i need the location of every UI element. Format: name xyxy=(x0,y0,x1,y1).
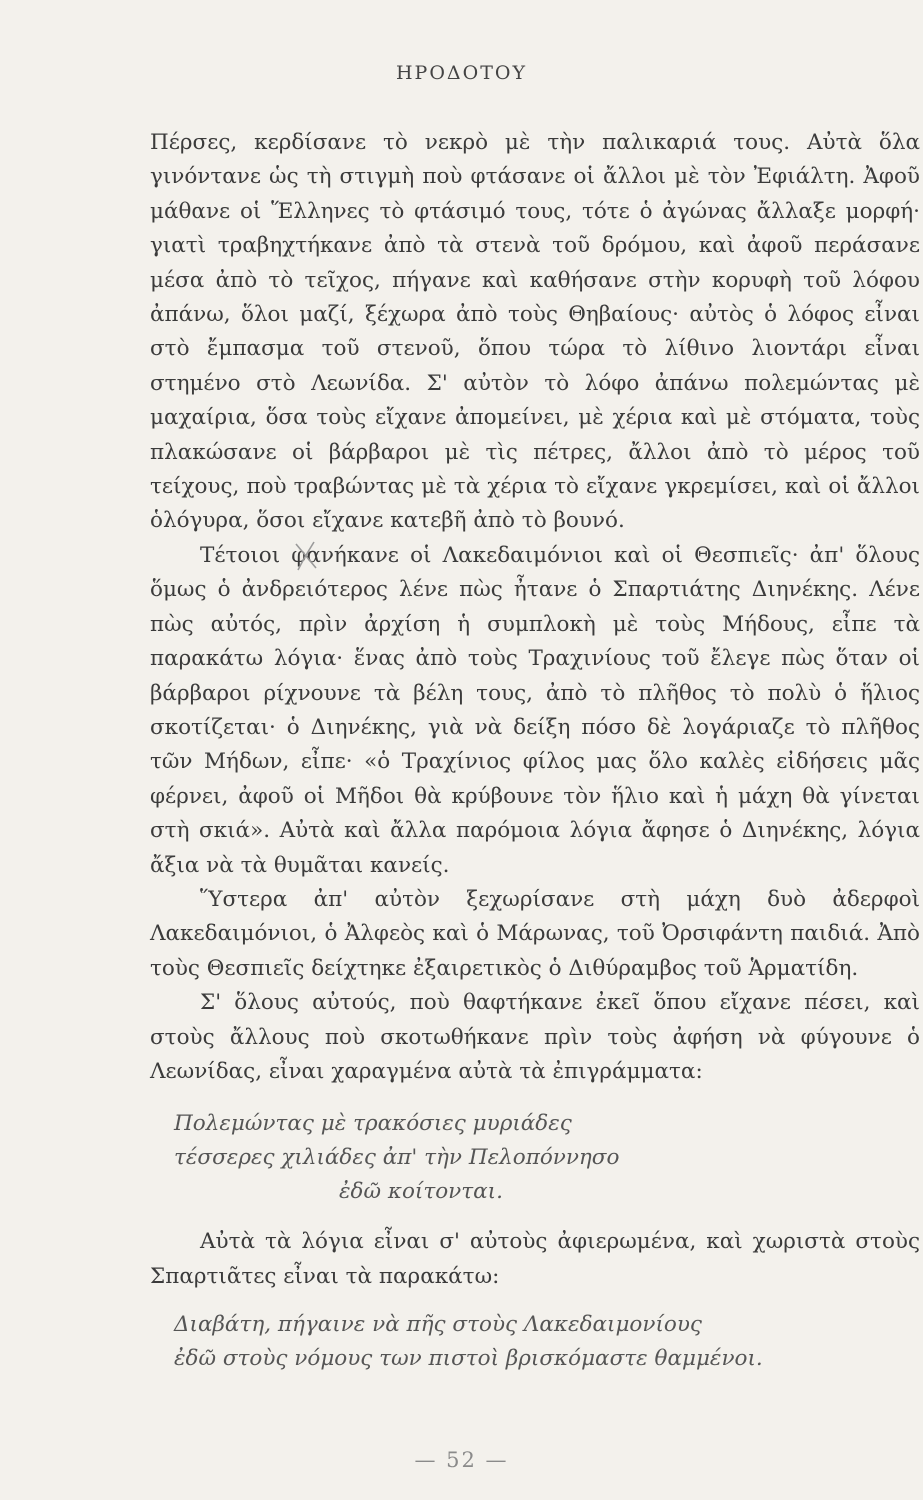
epigram-1 xyxy=(174,1107,920,1209)
page-number: — 52 — xyxy=(414,1448,509,1472)
main-text xyxy=(150,126,920,1376)
paragraph-1: Πέρσες, κερδίσανε τὸ νεκρὸ μὲ τὴν παλικαριά τους. Αὐτὰ ὅλα γινόντανε ὡς τὴ στιγμὴ ποὺ φτάσανε οἱ ἄλλοι μὲ τὸν Ἐφιάλτη. Ἀφοῦ μάθανε οἱ Ἕλληνες τὸ φτάσιμό τους, τότε ὁ ἀγώνας ἄλλαξε μορφή· γιατὶ τραβηχτήκανε ἀπὸ τὰ στενὰ τοῦ δρόμου, καὶ ἀφοῦ περάσανε μέσα ἀπὸ τὸ τεῖχος, πήγανε καὶ καθήσανε στὴν κορυφὴ τοῦ λόφου ἀπάνω, ὅλοι μαζί, ξέχωρα ἀπὸ τοὺς Θηβαίους· αὐτὸς ὁ λόφος εἶναι στὸ ἔμπασμα τοῦ στενοῦ, ὅπου τώρα τὸ λίθινο λιοντάρι εἶναι στημένο στὸ Λεωνίδα. Σ' αὐτὸν τὸ λόφο ἀπάνω πολεμώντας μὲ μαχαίρια, ὅσα τοὺς εἴχανε ἀπομείνει, μὲ χέρια καὶ μὲ στόματα, τοὺς πλακώσανε οἱ βάρβαροι μὲ τὶς πέτρες, ἄλλοι ἀπὸ τὸ μέρος τοῦ τείχους, ποὺ τραβώντας μὲ τὰ χέρια τὸ εἴχανε γκρεμίσει, καὶ οἱ ἄλλοι ὁλόγυρα, ὅσοι εἴχανε κατεβῆ ἀπὸ τὸ βουνό. xyxy=(150,130,920,534)
epigram-2 xyxy=(174,1308,920,1376)
epigram-2-line-1: Διαβάτη, πήγαινε νὰ πῆς στοὺς Λακεδαιμονίους xyxy=(174,1312,702,1338)
pencil-mark-icon xyxy=(288,538,324,574)
epigram-1-line-1: Πολεμώντας μὲ τρακόσιες μυριάδες xyxy=(174,1111,572,1137)
epigram-1-line-2: τέσσερες χιλιάδες ἀπ' τὴν Πελοπόννησο xyxy=(174,1145,620,1171)
epigram-2-line-2: ἐδῶ στοὺς νόμους των πιστοὶ βρισκόμαστε θαμμένοι. xyxy=(174,1346,763,1372)
paragraph-4: Σ' ὅλους αὐτούς, ποὺ θαφτήκανε ἐκεῖ ὅπου εἴχανε πέσει, καὶ στοὺς ἄλλους ποὺ σκοτωθήκανε πρὶν τοὺς ἀφήση νὰ φύγουνε ὁ Λεωνίδας, εἶναι χαραγμένα αὐτὰ τὰ ἐπιγράμματα: xyxy=(150,990,920,1084)
paragraph-2: Τέτοιοι φανήκανε οἱ Λακεδαιμόνιοι καὶ οἱ Θεσπιεῖς· ἀπ' ὅλους ὅμως ὁ ἀνδρειότερος λένε πὼς ἦτανε ὁ Σπαρτιάτης Διηνέκης. Λένε πὼς αὐτός, πρὶν ἀρχίση ἡ συμπλοκὴ μὲ τοὺς Μήδους, εἶπε τὰ παρακάτω λόγια· ἕνας ἀπὸ τοὺς Τραχινίους τοῦ ἔλεγε πὼς ὅταν οἱ βάρβαροι ρίχνουνε τὰ βέλη τους, ἀπὸ τὸ πλῆθος τὸ πολὺ ὁ ἥλιος σκοτίζεται· ὁ Διηνέκης, γιὰ νὰ δείξη πόσο δὲ λογάριαζε τὸ πλῆθος τῶν Μήδων, εἶπε· «ὁ Τραχίνιος φίλος μας ὅλο καλὲς εἰδήσεις μᾶς φέρνει, ἀφοῦ οἱ Μῆδοι θὰ κρύβουνε τὸν ἥλιο καὶ ἡ μάχη θὰ γίνεται στὴ σκιά». Αὐτὰ καὶ ἄλλα παρόμοια λόγια ἄφησε ὁ Διηνέκης, λόγια ἄξια νὰ τὰ θυμᾶται κανείς. xyxy=(150,542,920,878)
running-header: ΗΡΟΔΟΤΟΥ xyxy=(395,62,528,84)
paragraph-5: Αὐτὰ τὰ λόγια εἶναι σ' αὐτοὺς ἀφιερωμένα, καὶ χωριστὰ στοὺς Σπαρτιᾶτες εἶναι τὰ παρακάτω: xyxy=(150,1229,920,1289)
paragraph-3: Ὕστερα ἀπ' αὐτὸν ξεχωρίσανε στὴ μάχη δυὸ ἀδερφοὶ Λακεδαιμόνιοι, ὁ Ἀλφεὸς καὶ ὁ Μάρωνας, τοῦ Ὀρσιφάντη παιδιά. Ἀπὸ τοὺς Θεσπιεῖς δείχτηκε ἐξαιρετικὸς ὁ Διθύραμβος τοῦ Ἁρματίδη. xyxy=(150,886,920,981)
epigram-1-line-3: ἐδῶ κοίτονται. xyxy=(339,1179,503,1205)
